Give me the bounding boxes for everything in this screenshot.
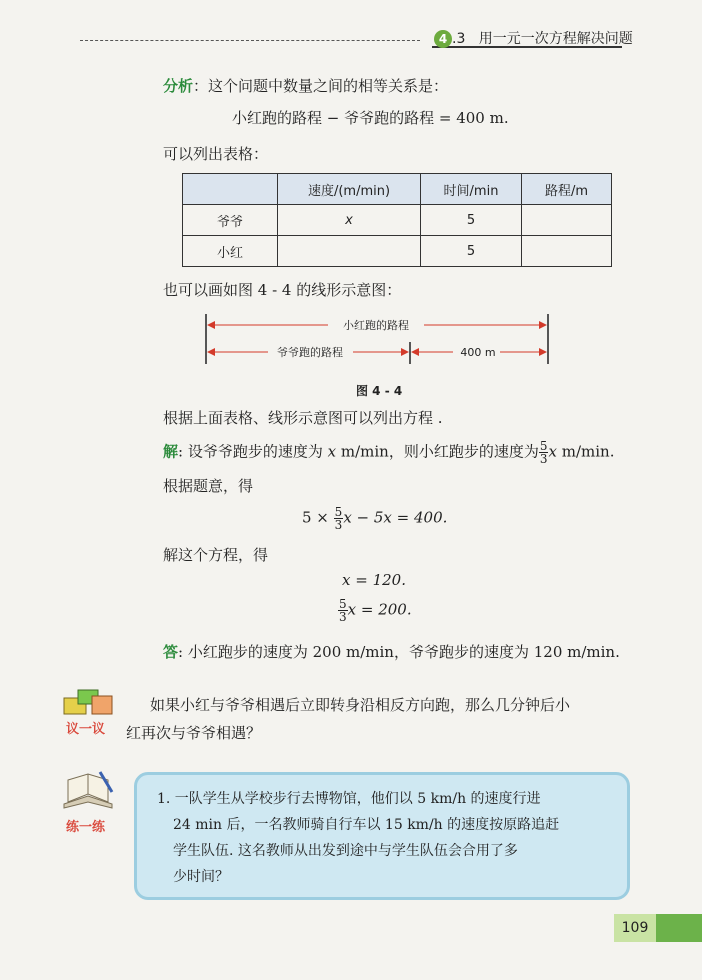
analysis-intro: ：这个问题中数量之间的相等关系是： bbox=[193, 77, 449, 95]
table-cell: x bbox=[278, 205, 421, 236]
practice-box bbox=[134, 772, 630, 900]
table-cell: 爷爷 bbox=[183, 205, 278, 236]
practice-line4: 少时间？ bbox=[173, 869, 229, 885]
section-subnumber: .3 bbox=[452, 31, 466, 47]
diagram-intro: 也可以画如图 4 - 4 的线形示意图： bbox=[163, 281, 402, 299]
solution-line1 bbox=[163, 440, 614, 465]
discuss-illustration-icon bbox=[60, 684, 116, 718]
fraction-numerator: 5 bbox=[539, 439, 548, 453]
solution-lead: 根据上面表格、线形示意图可以列出方程 . bbox=[163, 409, 443, 427]
fraction bbox=[334, 506, 344, 531]
table-cell: 5 bbox=[421, 205, 522, 236]
fraction bbox=[338, 598, 348, 623]
fraction-numerator: 5 bbox=[334, 505, 343, 519]
section-header bbox=[434, 28, 633, 48]
page-number-tab bbox=[614, 914, 702, 942]
practice-line3: 学生队伍. 这名教师从出发到途中与学生队伍会合用了多 bbox=[173, 843, 518, 859]
equation-3 bbox=[338, 598, 412, 623]
line-diagram bbox=[198, 312, 558, 368]
equation-text: x = 200. bbox=[347, 600, 412, 619]
table-cell bbox=[522, 205, 612, 236]
discuss-line1: 如果小红与爷爷相遇后立即转身沿相反方向跑，那么几分钟后小 bbox=[150, 696, 571, 714]
solution-text: : 设爷爷跑步的速度为 bbox=[178, 442, 323, 461]
discuss-label: 议一议 bbox=[66, 722, 106, 737]
section-title: 用一元一次方程解决问题 bbox=[478, 31, 633, 47]
practice-icon bbox=[60, 770, 116, 835]
fraction-numerator: 5 bbox=[339, 597, 347, 611]
diagram-top-label: 小红跑的路程 bbox=[343, 319, 409, 332]
analysis-line bbox=[163, 76, 448, 96]
table-header-row bbox=[183, 174, 612, 205]
equation-1 bbox=[302, 506, 447, 531]
table-header-cell bbox=[183, 174, 278, 205]
table-cell bbox=[522, 236, 612, 267]
practice-line1: 1. 一队学生从学校步行去博物馆，他们以 5 km/h 的速度行进 bbox=[157, 791, 541, 807]
discuss-line2: 红再次与爷爷相遇？ bbox=[126, 724, 262, 742]
answer-line bbox=[163, 642, 620, 662]
answer-text: : 小红跑步的速度为 200 m/min，爷爷跑步的速度为 120 m/min. bbox=[178, 643, 620, 661]
practice-line2: 24 min 后，一名教师骑自行车以 15 km/h 的速度按原路追赶 bbox=[173, 817, 560, 833]
relation-line: 小红跑的路程 − 爷爷跑的路程 = 400 m. bbox=[232, 109, 509, 127]
answer-label: 答 bbox=[163, 643, 179, 661]
practice-label: 练一练 bbox=[66, 820, 106, 835]
var-x: x bbox=[327, 442, 337, 461]
var-x: x bbox=[548, 442, 557, 461]
table-row bbox=[183, 236, 612, 267]
equation-text: x − 5x = 400. bbox=[343, 508, 448, 527]
book-icon bbox=[60, 770, 116, 812]
diagram-bottom-right-label: 400 m bbox=[460, 346, 496, 359]
section-number-badge: 4 bbox=[434, 30, 452, 48]
data-table bbox=[182, 173, 612, 267]
solution-label: 解 bbox=[163, 442, 179, 461]
header-dotted-line bbox=[80, 40, 420, 41]
figure-caption: 图 4 - 4 bbox=[356, 384, 403, 398]
discuss-icon bbox=[60, 684, 116, 737]
table-cell: 小红 bbox=[183, 236, 278, 267]
solution-text: m/min，则小红跑步的速度为 bbox=[340, 442, 539, 461]
solution-line3: 解这个方程，得 bbox=[163, 546, 269, 564]
solution-text: m/min. bbox=[561, 442, 615, 461]
equation-2: x = 120. bbox=[342, 571, 406, 589]
table-cell bbox=[278, 236, 421, 267]
diagram-bottom-left-label: 爷爷跑的路程 bbox=[277, 346, 343, 359]
solution-line2: 根据题意，得 bbox=[163, 477, 254, 495]
equation-text: 5 × bbox=[302, 508, 329, 527]
page-number: 109 bbox=[614, 914, 656, 942]
table-cell: 5 bbox=[421, 236, 522, 267]
fraction-denominator: 3 bbox=[334, 518, 343, 532]
table-header-cell: 路程/m bbox=[522, 174, 612, 205]
fraction-denominator: 3 bbox=[539, 452, 548, 466]
table-header-cell: 时间/min bbox=[421, 174, 522, 205]
table-header-cell: 速度/(m/min) bbox=[278, 174, 421, 205]
table-row bbox=[183, 205, 612, 236]
analysis-label: 分析 bbox=[163, 77, 194, 95]
table-intro: 可以列出表格： bbox=[163, 145, 269, 163]
fraction-denominator: 3 bbox=[339, 610, 347, 624]
